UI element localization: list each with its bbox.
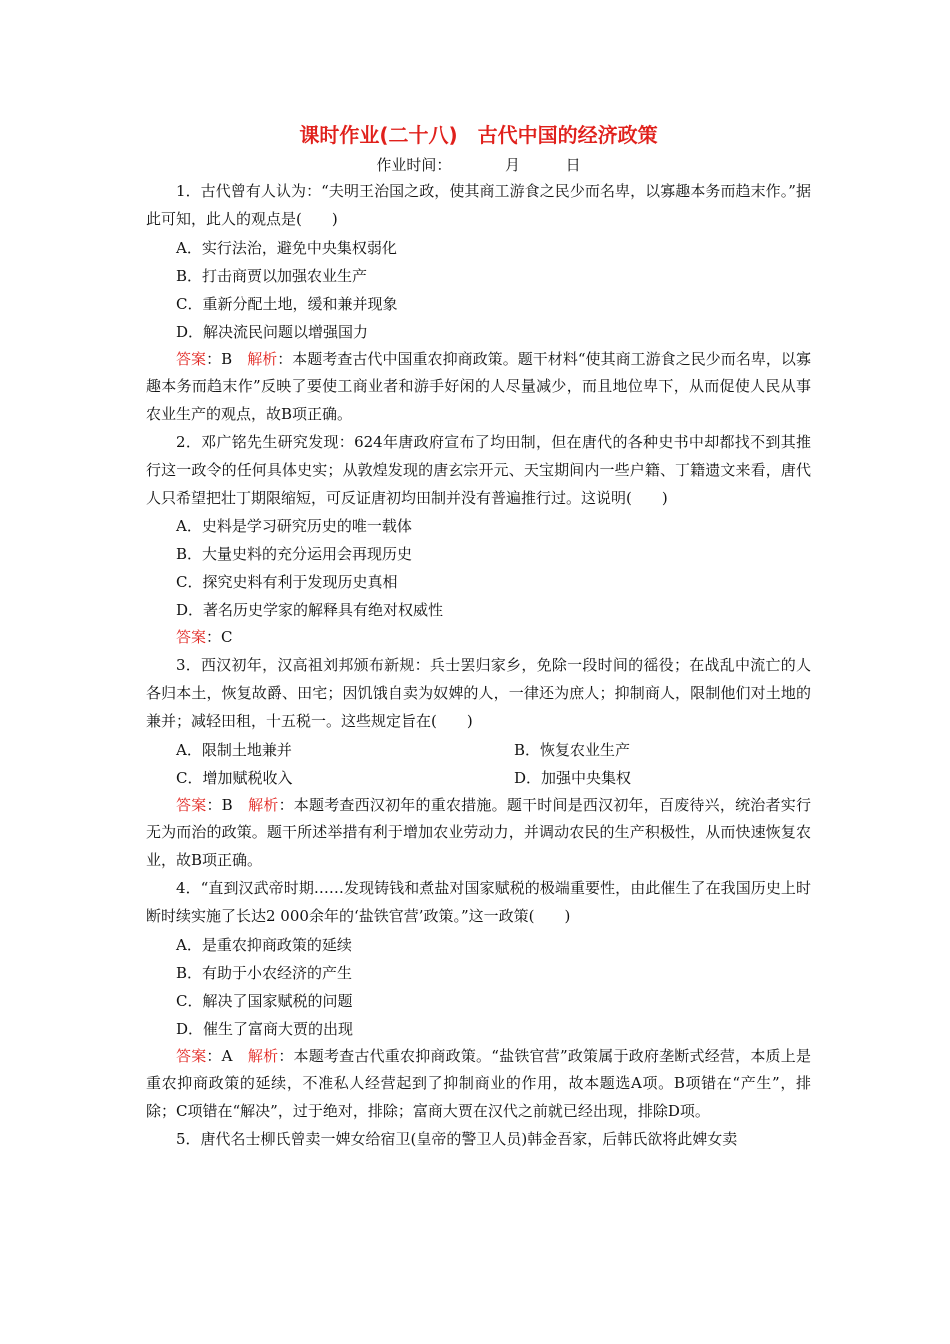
answer-value: ：C — [206, 628, 233, 647]
options-row-2 — [146, 764, 811, 792]
options-row-1 — [146, 736, 811, 764]
question-stem: 5．唐代名士柳氏曾卖一婢女给宿卫(皇帝的警卫人员)韩金吾家，后韩氏欲将此婢女卖 — [176, 1129, 738, 1148]
option-c: C．重新分配土地，缓和兼并现象 — [176, 294, 398, 313]
analysis-label: 解析 — [247, 349, 278, 368]
answer-block — [146, 346, 811, 429]
analysis-text: ：本题考查古代中国重农抑商政策。题干材料“使其商工游食之民少而名卑，以寡趣本务而趋末作”反映了要使工商业者和游手好闲的人尽量减少，而且地位卑下，从而促使人民从事农业生产的观点，故B项正确。 — [146, 349, 811, 424]
option-d: D．解决流民问题以增强国力 — [176, 322, 369, 341]
question-3 — [146, 652, 811, 875]
option-d: D．著名历史学家的解释具有绝对权威性 — [176, 601, 444, 620]
month-label: 月 — [504, 156, 520, 174]
option-a: A．史料是学习研究历史的唯一载体 — [176, 517, 412, 536]
analysis-text: ：本题考查古代重农抑商政策。“盐铁官营”政策属于政府垄断式经营，本质上是重农抑商政策的延续，不准私人经营起到了抑制商业的作用，故本题选A项。B项错在“产生”，排除；C项错在“解决”，过于绝对，排除；富商大贾在汉代之前就已经出现，排除D项。 — [146, 1046, 811, 1121]
option-a: A．实行法治，避免中央集权弱化 — [176, 238, 397, 257]
date-label: 作业时间： — [376, 156, 452, 174]
question-stem: 4．“直到汉武帝时期……发现铸钱和煮盐对国家赋税的极端重要性，由此催生了在我国历史上时断时续实施了长达2 000余年的‘盐铁官营’政策。”这一政策( ) — [146, 878, 811, 925]
option-d: D．加强中央集权 — [514, 768, 632, 787]
answer-value: ：A — [206, 1046, 233, 1065]
option-c: C．探究史料有利于发现历史真相 — [176, 573, 398, 592]
answer-value: ：B — [206, 349, 233, 368]
analysis-label: 解析 — [247, 1046, 279, 1065]
option-b: B．大量史料的充分运用会再现历史 — [176, 545, 413, 564]
option-b: B．打击商贾以加强农业生产 — [176, 266, 368, 285]
question-5 — [146, 1126, 811, 1154]
question-2 — [146, 429, 811, 652]
page-title: 课时作业(二十八) 古代中国的经济政策 — [299, 123, 658, 147]
option-c: C．解决了国家赋税的问题 — [176, 991, 353, 1010]
option-b: B．有助于小农经济的产生 — [176, 963, 353, 982]
question-stem: 2．邓广铭先生研究发现：624年唐政府宣布了均田制，但在唐代的各种史书中却都找不到其推行这一政令的任何具体史实；从敦煌发现的唐玄宗开元、天宝期间内一些户籍、丁籍遗文来看，唐代人只希望把壮丁期限缩短，可反证唐初均田制并没有普遍推行过。这说明( ) — [146, 432, 811, 507]
option-a: A．限制土地兼并 — [176, 740, 292, 759]
answer-label: 答案 — [176, 1046, 207, 1065]
analysis-label: 解析 — [248, 795, 279, 814]
answer-block — [146, 1043, 811, 1126]
option-a: A．是重农抑商政策的延续 — [176, 935, 352, 954]
answer-block — [146, 624, 811, 652]
question-stem: 1．古代曾有人认为：“夫明王治国之政，使其商工游食之民少而名卑，以寡趣本务而趋末作。”据此可知，此人的观点是( ) — [146, 182, 811, 228]
document-page — [146, 118, 811, 1154]
option-b: B．恢复农业生产 — [514, 740, 631, 759]
answer-block — [146, 792, 811, 875]
question-stem: 3．西汉初年，汉高祖刘邦颁布新规：兵士罢归家乡，免除一段时间的徭役；在战乱中流亡的人各归本土，恢复故爵、田宅；因饥饿自卖为奴婢的人，一律还为庶人；抑制商人，限制他们对土地的兼并；减轻田租，十五税一。这些规定旨在( ) — [146, 656, 811, 730]
day-label: 日 — [565, 156, 581, 174]
option-d: D．催生了富商大贾的出现 — [176, 1019, 354, 1038]
answer-label: 答案 — [176, 628, 207, 647]
analysis-text: ：本题考查西汉初年的重农措施。题干时间是西汉初年，百废待兴，统治者实行无为而治的政策。题干所述举措有利于增加农业劳动力，并调动农民的生产积极性，从而快速恢复农业，故B项正确。 — [146, 795, 811, 870]
answer-label: 答案 — [176, 795, 207, 814]
option-c: C．增加赋税收入 — [176, 768, 293, 787]
question-4 — [146, 875, 811, 1126]
answer-label: 答案 — [176, 349, 207, 368]
assignment-date-line — [146, 152, 811, 178]
answer-value: ：B — [206, 795, 233, 814]
question-1 — [146, 178, 811, 429]
